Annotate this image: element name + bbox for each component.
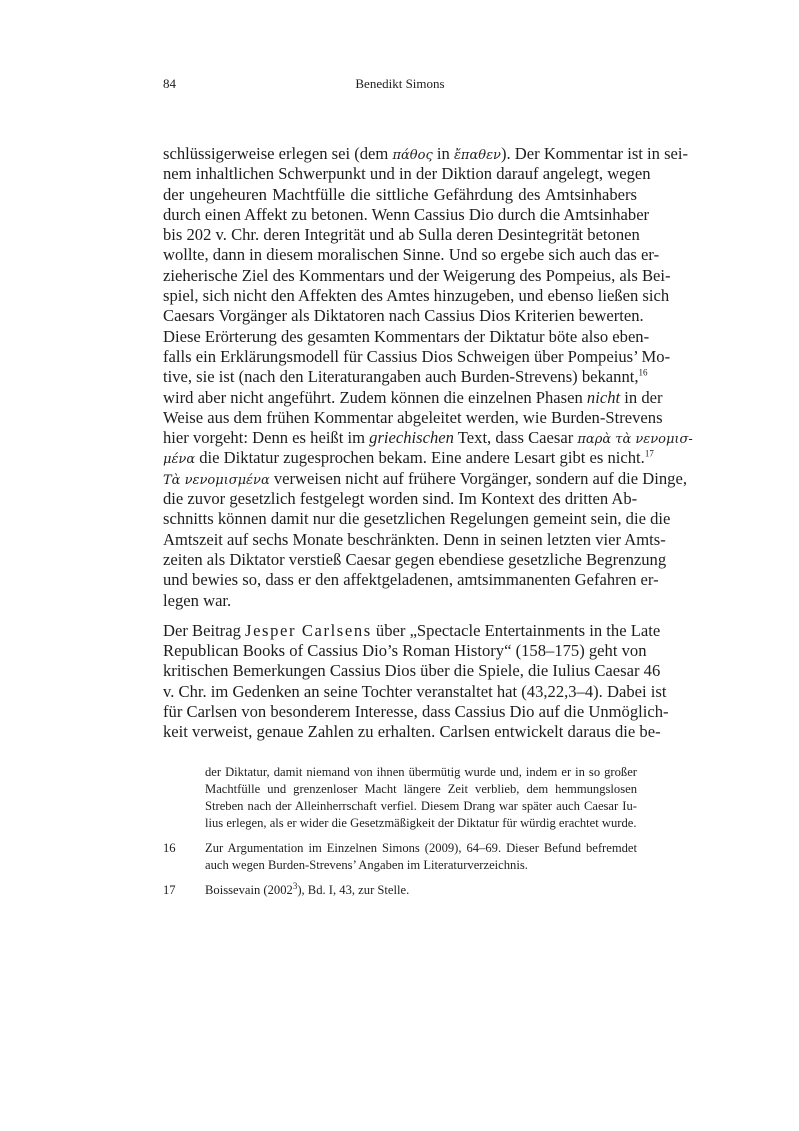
footnote-number: 16 xyxy=(163,841,176,855)
text-line: keit verweist, genaue Zahlen zu erhalten. Carlsen entwickelt daraus die be- xyxy=(163,722,661,742)
footnote-line: lius erlegen, als er wider die Gesetzmäßigkeit der Diktatur für würdig erachtet wurde. xyxy=(205,816,637,830)
text-line: μένα die Diktatur zugesprochen bekam. Eine andere Lesart gibt es nicht.$^{17}$ xyxy=(163,448,654,468)
text-line: schnitts können damit nur die gesetzlichen Regelungen gemeint sein, die die xyxy=(163,509,671,529)
text-line: kritischen Bemerkungen Cassius Dios über die Spiele, die Iulius Caesar 46 xyxy=(163,661,661,681)
text-line: nem inhaltlichen Schwerpunkt und in der Diktion darauf angelegt, wegen xyxy=(163,164,651,184)
text-line: Caesars Vorgänger als Diktatoren nach Cassius Dios Kriterien bewerten. xyxy=(163,306,644,326)
footnote-text xyxy=(205,882,637,899)
footnote-16 xyxy=(163,840,637,874)
text-line: spiel, sich nicht den Affekten des Amtes hinzugeben, und ebenso ließen sich xyxy=(163,286,670,306)
text-line: der ungeheuren Machtfülle die sittliche Gefährdung des Amtsinhabers xyxy=(163,184,637,204)
greek-term: πάθος xyxy=(392,148,433,163)
text-line: legen war. xyxy=(163,590,232,610)
footnote-line: Boissevain (2002$^3$), Bd. I, 43, zur Stelle. xyxy=(205,880,410,897)
footnote-line: auch wegen Burden-Strevens’ Angaben im Literaturverzeichnis. xyxy=(205,858,528,872)
text-line: durch einen Affekt zu betonen. Wenn Cassius Dio durch die Amtsinhaber xyxy=(163,204,650,224)
footnote-line: der Diktatur, damit niemand von ihnen übermütig wurde und, indem er in so großer xyxy=(205,765,637,779)
text-line: zieherische Ziel des Kommentars und der Weigerung des Pompeius, als Bei- xyxy=(163,265,671,285)
footnote-line: Zur Argumentation im Einzelnen Simons (2009), 64–69. Dieser Befund befremdet xyxy=(205,841,637,855)
text-line: zeiten als Diktator verstieß Caesar gegen ebendiese gesetzliche Begrenzung xyxy=(163,549,667,569)
text-line: hier vorgeht: Denn es heißt im griechischen Text, dass Caesar παρὰ τὰ νενομισ- xyxy=(163,428,693,448)
greek-term: ἔπαθεν xyxy=(453,148,501,163)
text-line: v. Chr. im Gedenken an seine Tochter veranstaltet hat (43,22,3–4). Dabei ist xyxy=(163,681,667,701)
paragraph-spacer xyxy=(163,611,637,621)
text-line: die zuvor gesetzlich festgelegt worden sind. Im Kontext des dritten Ab- xyxy=(163,489,638,509)
text-line: wird aber nicht angeführt. Zudem können die einzelnen Phasen nicht in der xyxy=(163,387,663,407)
text-line: schlüssigerweise erlegen sei (dem πάθος in ἔπαθεν). Der Kommentar ist in sei- xyxy=(163,144,689,163)
text-line: tive, sie ist (nach den Literaturangaben auch Burden-Strevens) bekannt,$^{16}$ xyxy=(163,367,648,387)
text-line: falls ein Erklärungsmodell für Cassius Dios Schweigen über Pompeius’ Mo- xyxy=(163,346,671,366)
footnote-line: Machtfülle und grenzenloser Macht längere Zeit verblieb, dem hemmungslosen xyxy=(205,782,637,796)
text-line: Diese Erörterung des gesamten Kommentars der Diktatur böte also eben- xyxy=(163,326,650,346)
text-line: und bewies so, dass er den affektgeladenen, amtsimmanenten Gefahren er- xyxy=(163,570,659,590)
text-line: Weise aus dem frühen Kommentar abgeleitet werden, wie Burden-Strevens xyxy=(163,407,663,427)
page-number: 84 xyxy=(163,76,176,91)
footnote-line: Streben nach der Alleinherrschaft verfiel. Diesem Drang war später auch Caesar Iu- xyxy=(205,799,637,813)
footnote-continuation xyxy=(163,764,637,832)
footnote-ref-17[interactable]: 17 xyxy=(644,448,654,459)
paragraph-2 xyxy=(163,620,669,743)
main-text xyxy=(163,144,693,743)
footnote-text xyxy=(205,840,637,874)
author-name: Jesper Carlsens xyxy=(245,620,372,640)
paragraph-1 xyxy=(163,144,693,611)
footnote-ref-16[interactable]: 16 xyxy=(638,367,648,378)
greek-term: μένα xyxy=(163,452,196,468)
footnote-17 xyxy=(163,882,637,899)
text-line: Der Beitrag Jesper Carlsens über „Spectacle Entertainments in the Late xyxy=(163,620,661,640)
emphasis: nicht xyxy=(586,387,621,407)
footnotes xyxy=(163,764,637,899)
text-line: für Carlsen von besonderem Interesse, dass Cassius Dio auf die Unmöglich- xyxy=(163,702,669,722)
greek-term: Τὰ νενομισμένα xyxy=(163,472,270,488)
text-line: Republican Books of Cassius Dio’s Roman History“ (158–175) geht von xyxy=(163,641,647,661)
greek-term: παρὰ τὰ νενομισ- xyxy=(577,432,693,448)
text-line: Τὰ νενομισμένα verweisen nicht auf frühere Vorgänger, sondern auf die Dinge, xyxy=(163,468,687,488)
page-header xyxy=(163,76,637,96)
edition-superscript: 3 xyxy=(292,880,298,891)
running-head: Benedikt Simons xyxy=(355,76,445,91)
emphasis: griechischen xyxy=(369,428,454,448)
text-line: Amtszeit auf sechs Monate beschränkten. Denn in seinen letzten vier Amts- xyxy=(163,529,666,549)
text-line: wollte, dann in diesem moralischen Sinne. Und so ergebe sich auch das er- xyxy=(163,245,660,265)
footnote-number: 17 xyxy=(163,883,176,897)
text-line: bis 202 v. Chr. deren Integrität und ab Sulla deren Desintegrität betonen xyxy=(163,225,640,245)
